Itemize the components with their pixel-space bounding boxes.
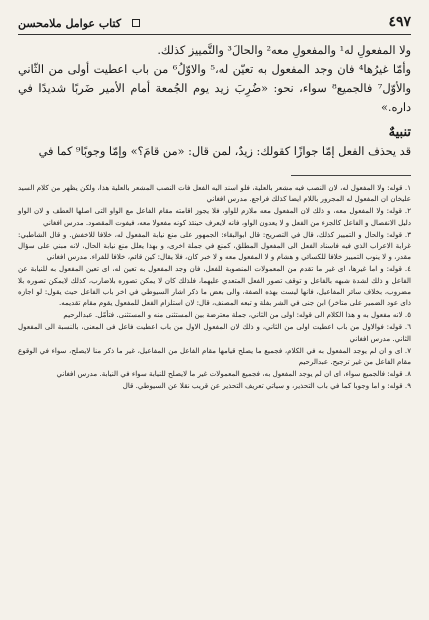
main-paragraph-2: وأمّا غيرُها⁴ فان وجد المفعول به تعيّن له،⁵ والاوّلُ⁶ من باب اعطيت أولى من الثّاني والأوّل⁷ فالجميع⁸ سواء، نحو: «ضُرِبَ زيد يوم الجُمعة أمام الأمير ضَربًا شديدًا في داره.» <box>18 63 412 114</box>
main-text <box>18 41 411 161</box>
main-paragraph-1: ولا المفعولِ له¹ والمفعولِ معه² والحالَ³ والتَّمييز كذلك. <box>157 44 411 57</box>
square-icon <box>132 19 140 27</box>
page-number: ٤٩٧ <box>388 13 411 30</box>
main-paragraph-3: قد يحذف الفعل إمّا جوازًا كقولك: زيدٌ، لمن قال: «من قامَ؟» وإمّا وجوبًا⁹ كما في <box>38 145 411 158</box>
header-title-group <box>18 12 140 31</box>
footnote-8: ٨. قوله: فالجميع سواء، اى ان لم يوجد المفعول به، فجميع المعمولات غير ما لايصلح للنيابة سواء في النيابة. مدرس افغاني <box>56 369 411 379</box>
footnote-2: ٢. قوله: ولا المفعول معه، و ذلك لان المفعول معه ملازم للواو، فلا يجوز اقامته مقام الفاعل مع الواو التى اصلها العطف و لان الواو دليل الانفصال و الفاعل كالجزء من الفعل و لا يعدون الواو، فانه لايعرف حينئذ كونه مفعولا معه، فيفوت المقصود. مدرس افغاني <box>18 206 411 227</box>
running-title: كتاب عوامل ملامحسن <box>18 17 122 30</box>
footnote-5: ٥. لانه مفعول به و هذا الكلام الى قوله: اولى من الثاني، جملة معترضة بين المستثنى منه و المستثنى. فتأمّل. عبدالرحيم <box>63 310 411 320</box>
footnote-7: ٧. اى و ان لم يوجد المفعول به في الكلام، فجميع ما يصلح قيامها مقام الفاعل من المفاعيل، غير ما ذكر منا لايصلح، سواء في الوقوع مقام الفاعل من غير ترجيح. عبدالرحيم <box>18 345 411 367</box>
section-heading: تنبيهٌ <box>388 125 411 140</box>
running-header <box>18 12 411 35</box>
footnotes <box>18 182 411 392</box>
footnote-3: ٣. قوله: والحال و التمييز كذلك، قال في التصريح: قال ابوالبقاء: الجمهور على منع نيابة المفعول له، خلافا للاخفش. و قال الشاطبي: غرابة الاعراب الذي فيه فاسناد الفعل الى المفعول المطلق، كمنع في جملة اخرى، و بهذا يعلل منع نيابة الحال، لانه مبني على سؤال مقدر، و لا ينوب التمييز خلافا للكسائي و هشام و لا المفعول معه و لا خبر كان، فلا يقال: كين قائم، خلافا للفراء. مدرس افغاني <box>18 229 411 262</box>
footnote-1: ١. قوله: ولا المفعول له، لان النصب فيه مشعر بالعلية، فلو اسند اليه الفعل فات النصب المشعر بالعلية هذا، ولكن يظهر من كلام السيد عليخان ان المفعول له المجرور باللام ايضا كذلك فراجع. مدرس افغاني <box>18 183 411 204</box>
footnote-9: ٩. قوله: و اما وجوبا كما في باب التحذير، و سياتي تعريف التحذير عن قريب نقلا عن السيوطي. قال <box>122 381 411 391</box>
footnote-6: ٦. قوله: فوالاول من باب اعطيت اولى من الثاني، و ذلك لان المفعول الاول من باب اعطيت فاعل فى المعنى، بالنسبة الى المفعول الثاني. مدرس افغاني <box>18 322 411 343</box>
footnote-4: ٤. قوله: و اما غيرها، اى غير ما تقدم من المعمولات المنصوبة للفعل، فان وجد المفعول به تعين له، اى تعين المفعول به للنيابة عن الفاعل و ذلك لشدة شبهه بالفاعل و توقف تصور الفعل المتعدي عليهما، فلذلك كان لا يمكن تصوره بلاضارب، كذلك لايمكن تصوره بلا مضروب، بخلاف سائر المفاعيل، فانها ليست بهذه الصفة، والى بعض ما ذكر اشار السيوطي في اخر باب الفاعل حيث يقول: لو اجازه ذاى عود الضمير على متاخر) ابن جنى في الشر بفلة و تبعه المصنف، قال: لان استلزام الفعل للمفعول يقوم مقام تقديمه. <box>18 264 411 308</box>
footnote-divider <box>291 175 411 176</box>
